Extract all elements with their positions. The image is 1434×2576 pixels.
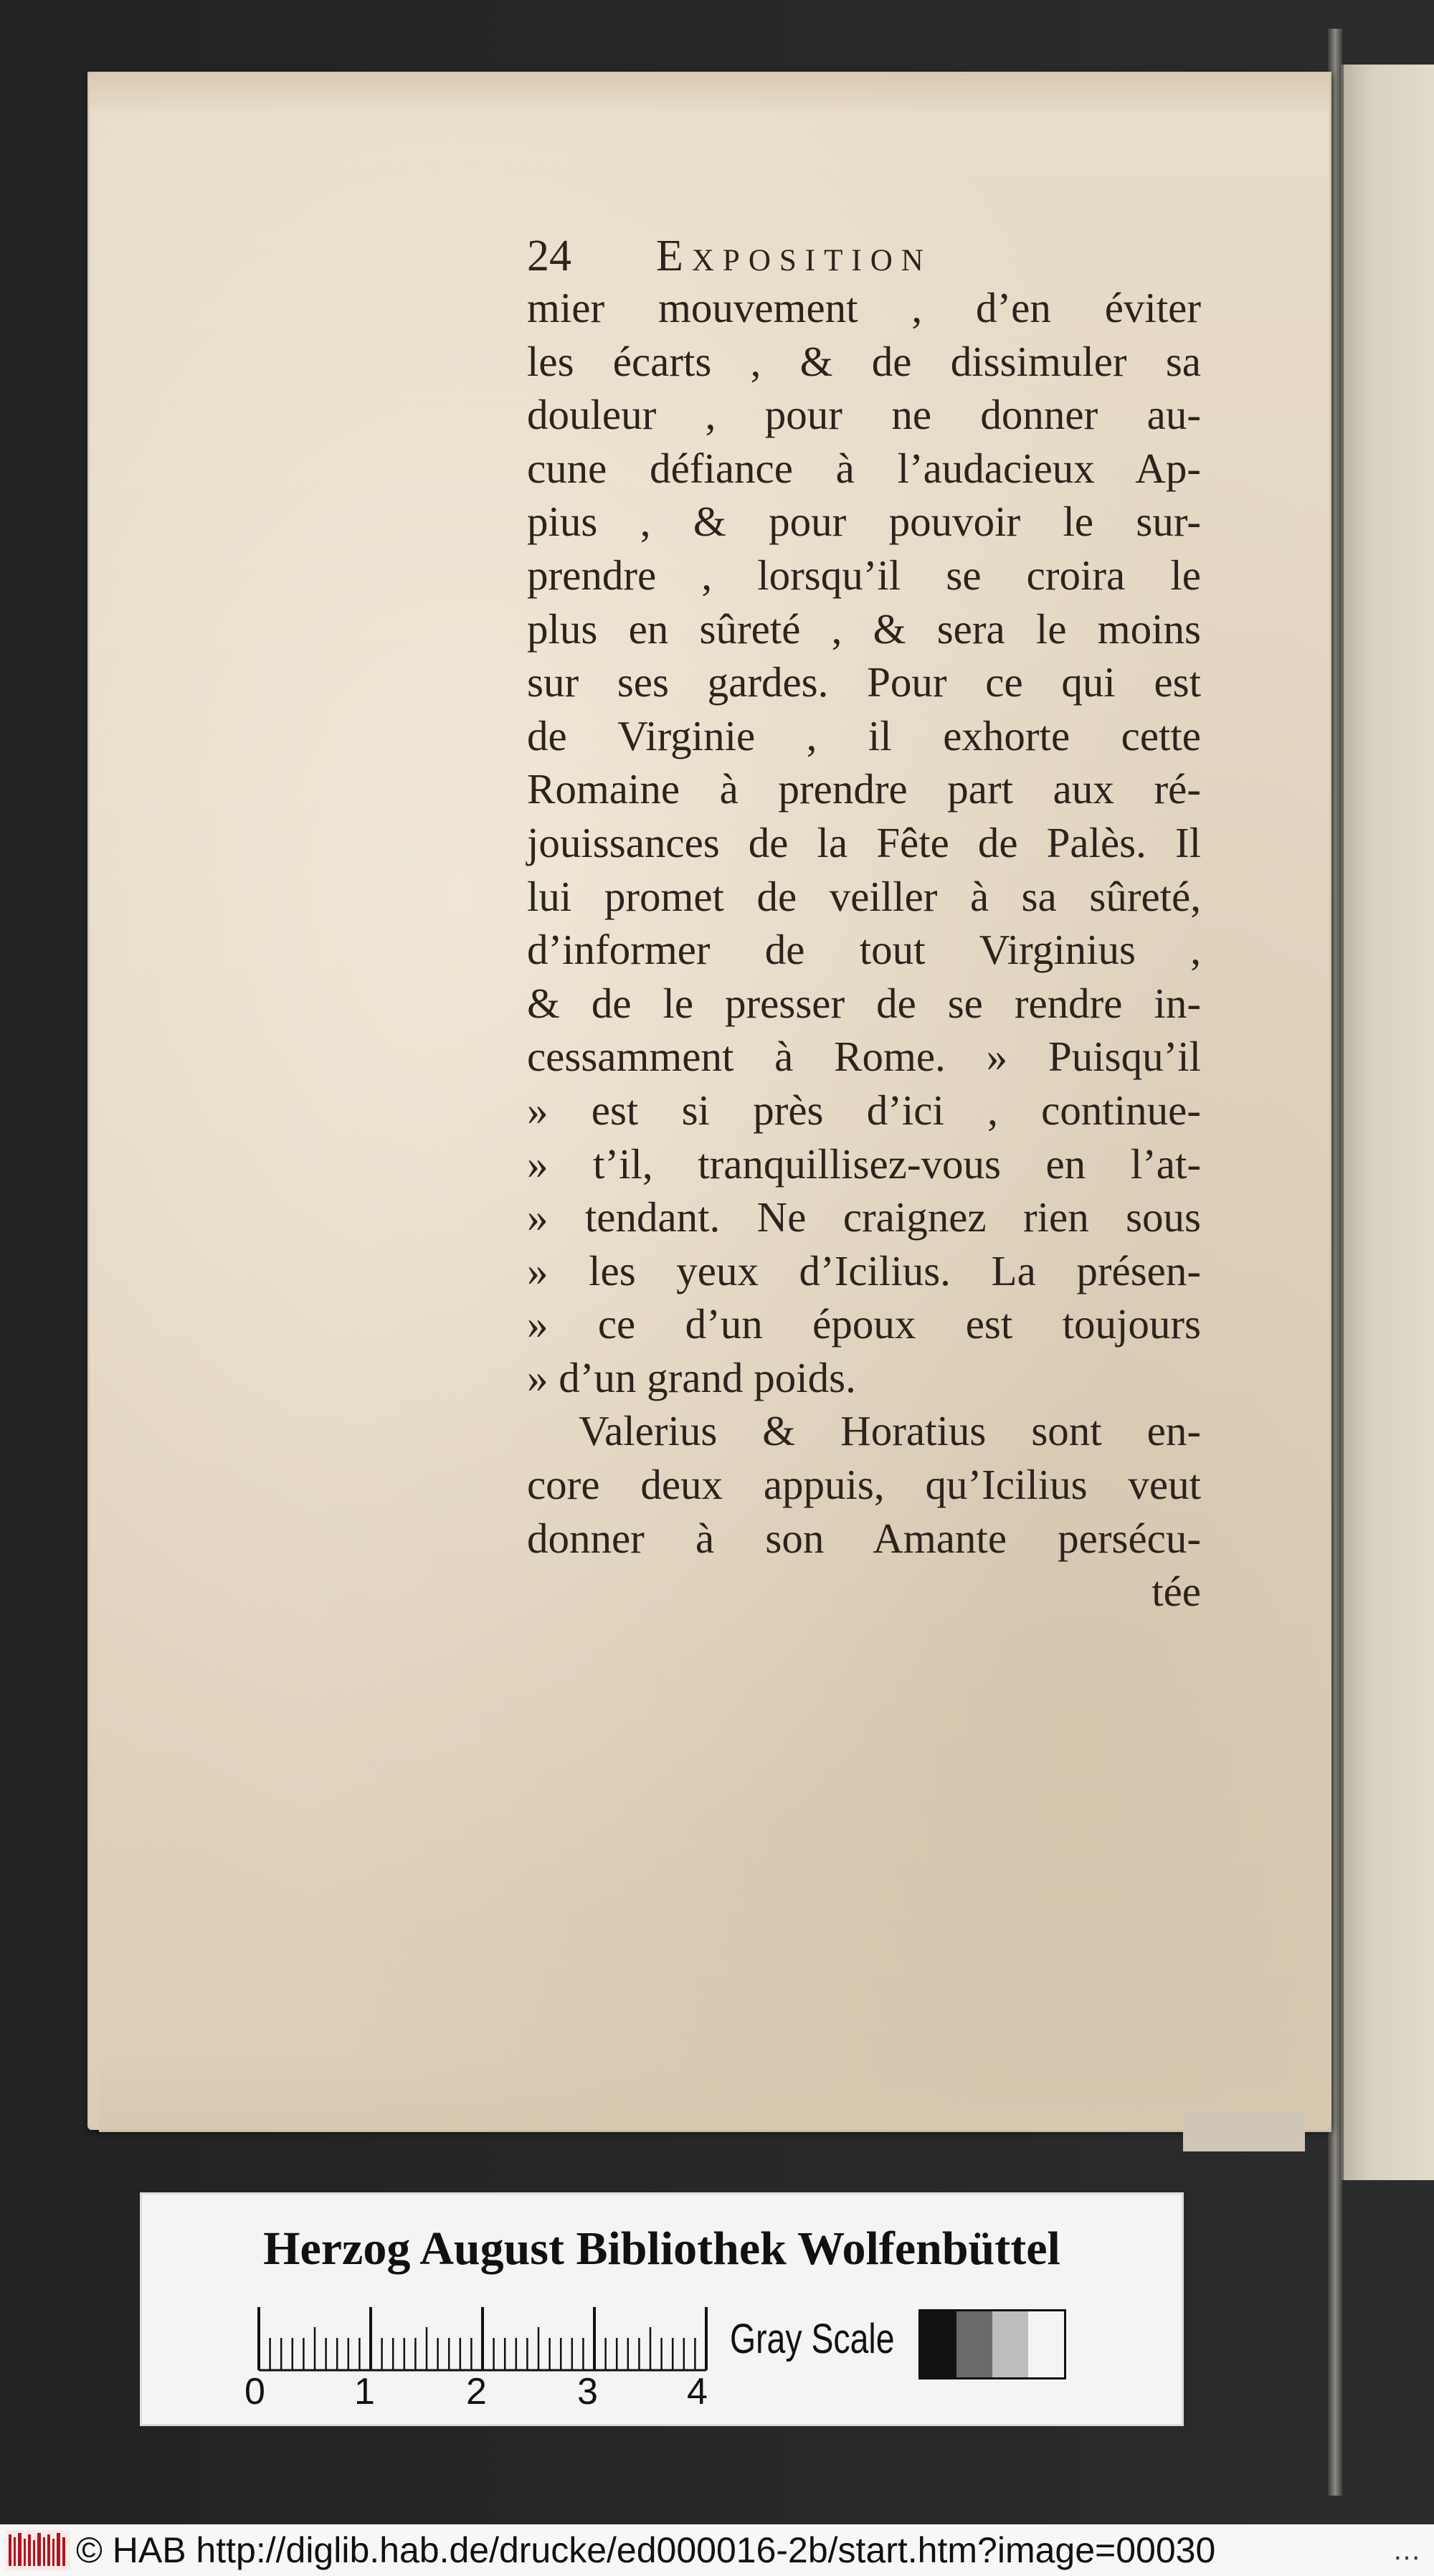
catchword: tée [1152, 1568, 1201, 1616]
page-number: 24 [527, 232, 571, 280]
running-title: Exposition [656, 232, 932, 280]
hab-barcode-icon [6, 2530, 70, 2570]
text-line: Romaine à prendre part aux ré- [527, 765, 1201, 813]
color-target-card [140, 2192, 1184, 2426]
gray-scale-swatches [918, 2309, 1066, 2380]
text-line: plus en sûreté , & sera le moins [527, 605, 1201, 653]
ruler-label: 2 [466, 2371, 487, 2412]
page-header [527, 231, 1201, 281]
text-line: » t’il, tranquillisez-vous en l’at- [527, 1140, 1201, 1188]
ruler-label: 1 [354, 2371, 375, 2412]
text-line: prendre , lorsqu’il se croira le [527, 551, 1201, 599]
page-text [527, 231, 1201, 1619]
text-line: core deux appuis, qu’Icilius veut [527, 1461, 1201, 1509]
text-line: jouissances de la Fête de Palès. Il [527, 818, 1201, 866]
ruler-label: 4 [687, 2371, 708, 2412]
text-line: cessamment à Rome. » Puisqu’il [527, 1033, 1201, 1081]
text-line: sur ses gardes. Pour ce qui est [527, 658, 1201, 706]
gray-swatch [956, 2311, 992, 2377]
text-line: » est si près d’ici , continue- [527, 1086, 1201, 1134]
text-line: de Virginie , il exhorte cette [527, 711, 1201, 759]
text-line: » les yeux d’Icilius. La présen- [527, 1246, 1201, 1294]
text-line: cune défiance à l’audacieux Ap- [527, 444, 1201, 492]
next-page-edge [1341, 65, 1434, 2180]
footer-bar [0, 2524, 1434, 2576]
ruler-label: 3 [577, 2371, 598, 2412]
text-line: d’informer de tout Virginius , [527, 926, 1201, 974]
text-line: pius , & pour pouvoir le sur- [527, 498, 1201, 546]
gray-swatch [992, 2311, 1028, 2377]
text-line: donner à son Amante persécu- [527, 1514, 1201, 1562]
image-url[interactable]: © HAB http://diglib.hab.de/drucke/ed000016-2b/start.htm?image=00030 [76, 2530, 1216, 2570]
scale-ruler [253, 2306, 712, 2374]
text-line: & de le presser de se rendre in- [527, 979, 1201, 1027]
text-line: » d’un grand poids. [527, 1353, 856, 1401]
gray-swatch [1028, 2311, 1064, 2377]
more-dots-icon[interactable]: … [1392, 2534, 1421, 2566]
text-line: » ce d’un époux est toujours [527, 1300, 1201, 1348]
ruler-label: 0 [244, 2371, 265, 2412]
text-line: » tendant. Ne craignez rien sous [527, 1193, 1201, 1241]
text-line: douleur , pour ne donner au- [527, 391, 1201, 439]
page-corner-tab [1183, 2112, 1305, 2151]
text-line: lui promet de veiller à sa sûreté, [527, 872, 1201, 920]
page-bottom-edge [99, 2058, 1331, 2132]
text-line: mier mouvement , d’en éviter [527, 284, 1201, 331]
gray-swatch [921, 2311, 956, 2377]
gray-scale-label: Gray Scale [730, 2316, 895, 2362]
text-line: les écarts , & de dissimuler sa [527, 337, 1201, 385]
library-name: Herzog August Bibliothek Wolfenbüttel [263, 2222, 1060, 2275]
page-top-edge [87, 72, 1331, 115]
text-line: Valerius & Horatius sont en- [579, 1407, 1201, 1455]
